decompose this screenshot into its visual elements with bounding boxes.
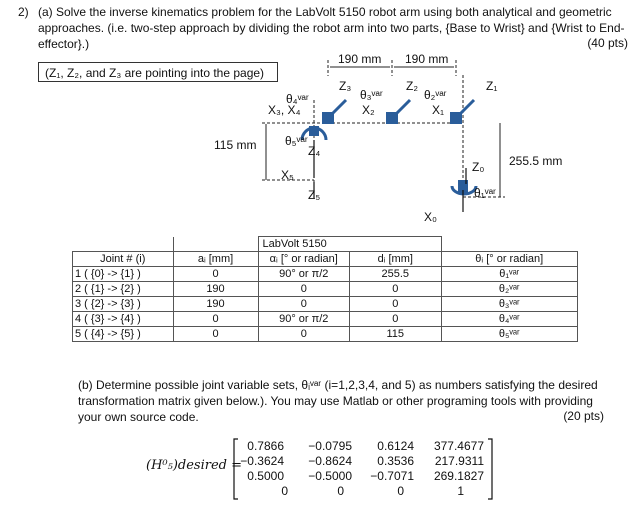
z0-label: Z₀ [472, 160, 485, 174]
x0-label: X₀ [424, 210, 437, 224]
cell-theta: θ₄ᵛᵃʳ [441, 312, 578, 327]
cell-a: 190 [173, 297, 258, 312]
matrix-cell: 269.1827 [433, 469, 484, 483]
theta5-label: θ₅ᵛᵃʳ [285, 134, 308, 148]
table-header-row [73, 252, 578, 267]
problem-text: (a) Solve the inverse kinematics problem for the LabVolt 5150 robot arm using both analytical and geometric approaches. (i.e. two-step approach by dividing the robot arm into two parts, {Base to Wrist} and {Wrist to End-effector}.) [38, 5, 625, 51]
cell-theta: θ₁ᵛᵃʳ [441, 267, 578, 282]
matrix-cell: 0.3536 [377, 454, 414, 468]
dh-table [72, 236, 578, 342]
matrix-cell: 377.4677 [433, 439, 484, 453]
header-joint: Joint # (i) [73, 252, 174, 267]
dim-255: 255.5 mm [509, 154, 563, 168]
matrix-cell: −0.3624 [240, 454, 284, 468]
joint-1-top-block [450, 112, 462, 124]
z2-label: Z₂ [406, 79, 418, 93]
cell-d: 115 [350, 327, 442, 342]
cell-d: 0 [350, 297, 442, 312]
joint-3-block [322, 112, 334, 124]
cell-d: 0 [350, 282, 442, 297]
z1-label: Z₁ [486, 79, 498, 93]
cell-joint: 4 ( {3} -> {4} ) [73, 312, 174, 327]
matrix-cell: 217.9311 [434, 454, 484, 468]
theta3-label: θ₃ᵛᵃʳ [360, 88, 383, 102]
matrix-cell: 0.6124 [377, 439, 414, 453]
dim-190-a: 190 mm [338, 52, 382, 66]
matrix-label: (H⁰₅)desired = [146, 458, 243, 473]
matrix-cell: −0.5000 [308, 469, 352, 483]
header-a: aᵢ [mm] [173, 252, 258, 267]
header-d: dᵢ [mm] [350, 252, 442, 267]
table-row [73, 312, 578, 327]
matrix-cell: −0.7071 [370, 469, 414, 483]
dim-115: 115 mm [214, 138, 257, 152]
part-b-text: (b) Determine possible joint variable sets, θᵢᵛᵃʳ (i=1,2,3,4, and 5) as numbers satisfying the desired transformation matrix given below.). You may use Matlab or other programing tools with providing your own source code. [78, 378, 598, 424]
cell-d: 0 [350, 312, 442, 327]
matrix-cell: 0 [281, 484, 288, 498]
header-theta: θᵢ [° or radian] [441, 252, 578, 267]
cell-theta: θ₅ᵛᵃʳ [441, 327, 578, 342]
cell-joint: 1 ( {0} -> {1} ) [73, 267, 174, 282]
cell-alpha: 0 [258, 297, 350, 312]
table-row [73, 267, 578, 282]
cell-alpha: 90° or π/2 [258, 267, 350, 282]
matrix-cell: 0.5000 [247, 469, 284, 483]
problem-number: 2) [18, 5, 29, 19]
matrix-cell: 0 [397, 484, 404, 498]
theta2-label: θ₂ᵛᵃʳ [424, 88, 447, 102]
matrix-cell: 1 [457, 484, 464, 498]
matrix-cell: 0.7866 [247, 439, 284, 453]
theta1-label: θ₁ᵛᵃʳ [474, 186, 496, 200]
cell-joint: 3 ( {2} -> {3} ) [73, 297, 174, 312]
cell-theta: θ₃ᵛᵃʳ [441, 297, 578, 312]
cell-alpha: 0 [258, 282, 350, 297]
z5-label: Z₅ [308, 188, 321, 202]
table-title-row [73, 237, 578, 252]
cell-a: 0 [173, 267, 258, 282]
matrix-cell: −0.8624 [308, 454, 352, 468]
axes-note: (Z₁, Z₂, and Z₃ are pointing into the page) [38, 62, 278, 82]
cell-a: 0 [173, 312, 258, 327]
x3x4-label: X₃, X₄ [268, 103, 301, 117]
cell-alpha: 90° or π/2 [258, 312, 350, 327]
table-row [73, 282, 578, 297]
table-title: LabVolt 5150 [258, 237, 441, 252]
points-a: (40 pts) [587, 36, 628, 50]
matrix-cell: 0 [337, 484, 344, 498]
x2-label: X₂ [362, 103, 375, 117]
table-row [73, 297, 578, 312]
z4-label: Z₄ [308, 144, 321, 158]
desired-matrix [232, 438, 494, 500]
table-row [73, 327, 578, 342]
joint-2-block [386, 112, 398, 124]
z3-label: Z₃ [339, 79, 352, 93]
theta4-label: θ₄ᵛᵃʳ [286, 92, 309, 106]
header-alpha: αᵢ [° or radian] [258, 252, 350, 267]
cell-alpha: 0 [258, 327, 350, 342]
cell-a: 190 [173, 282, 258, 297]
x5-label: X₅ [281, 168, 294, 182]
points-b: (20 pts) [563, 409, 604, 423]
cell-a: 0 [173, 327, 258, 342]
cell-theta: θ₂ᵛᵃʳ [441, 282, 578, 297]
dim-190-b: 190 mm [405, 52, 449, 66]
x1-label: X₁ [432, 103, 445, 117]
matrix-cell: −0.0795 [308, 439, 352, 453]
cell-d: 255.5 [350, 267, 442, 282]
cell-joint: 5 ( {4} -> {5} ) [73, 327, 174, 342]
cell-joint: 2 ( {1} -> {2} ) [73, 282, 174, 297]
